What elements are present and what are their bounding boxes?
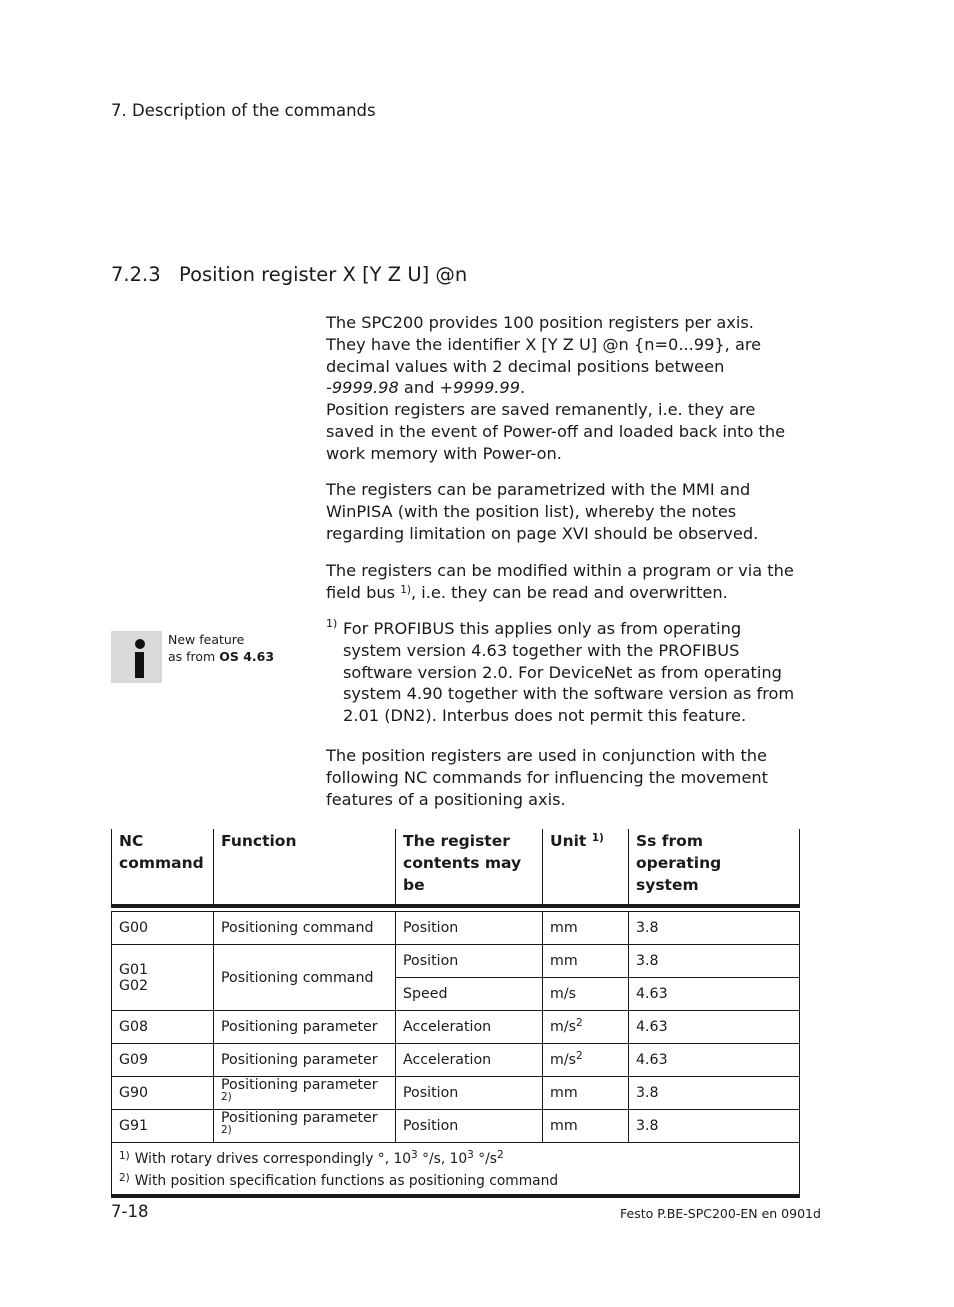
cell-unit: mm: [543, 912, 629, 945]
table-header-row: [112, 829, 800, 906]
cell-system: 4.63: [629, 1011, 800, 1044]
cell-function: Positioning parameter: [214, 1011, 396, 1044]
cell-system: 3.8: [629, 1077, 800, 1110]
cell-contents: Position: [396, 912, 543, 945]
modify-text: The registers can be modified within a program or via the field bus $^{1)}$, i.e. they can be read and overwritten.: [326, 561, 794, 602]
usage-text: The position registers are used in conjunction with the following NC commands for influencing the movement features of a positioning axis.: [326, 746, 769, 809]
cell-unit: mm: [543, 1110, 629, 1143]
table-row: [112, 1077, 800, 1110]
running-head: 7. Description of the commands: [111, 101, 376, 120]
cell-contents: Acceleration: [396, 1044, 543, 1077]
footnote: [326, 618, 796, 727]
intro-sentence: The SPC200 provides 100 position registers per axis.: [326, 313, 754, 332]
table-note-1: $^{1)}$ With rotary drives correspondingly °, $10^3$ °/s, $10^3$ $^\circ/s^2$: [119, 1149, 504, 1167]
header-unit: Unit $^{1)}$: [543, 829, 629, 906]
header-nc-command: NC command: [112, 829, 214, 906]
cell-unit: m/s: [543, 978, 629, 1011]
cell-cmd: G01 G02: [112, 945, 214, 1011]
identifier-sentence: They have the identifier X [Y Z U] @n {n=0...99}, are decimal values with 2 decimal positions between -9999.98 and +9999.99.: [326, 334, 762, 398]
info-note-line2: as from OS 4.63: [168, 649, 275, 664]
cell-system: 3.8: [629, 912, 800, 945]
cell-function: Positioning parameter $^{2)}$: [214, 1077, 396, 1110]
cell-cmd: G08: [112, 1011, 214, 1044]
cell-unit: $m/s^2$: [543, 1011, 629, 1044]
nc-command-table: [111, 829, 800, 1198]
cell-function: Positioning parameter $^{2)}$: [214, 1110, 396, 1143]
cell-contents: Position: [396, 945, 543, 978]
table-note-2: $^{2)}$ With position specification functions as positioning command: [119, 1172, 559, 1189]
info-note-line1: New feature: [168, 632, 245, 647]
parametrize-paragraph: [326, 479, 798, 544]
cell-function: Positioning command: [214, 912, 396, 945]
cell-unit: $m/s^2$: [543, 1044, 629, 1077]
range-high: +9999.99: [439, 378, 521, 398]
modify-paragraph: [326, 560, 798, 604]
header-function: Function: [214, 829, 396, 906]
parametrize-text: The registers can be parametrized with the MMI and WinPISA (with the position list), whereby the notes regarding limitation on page XVI should be observed.: [326, 480, 759, 543]
cell-contents: Position: [396, 1077, 543, 1110]
cell-cmd: G00: [112, 912, 214, 945]
cell-system: 3.8: [629, 945, 800, 978]
cell-unit: mm: [543, 1077, 629, 1110]
header-system: Ss from operating system: [629, 829, 800, 906]
cell-contents: Speed: [396, 978, 543, 1011]
footnote-mark: 1): [326, 617, 338, 630]
table-row: [112, 1044, 800, 1077]
cell-system: 4.63: [629, 1044, 800, 1077]
info-note: [168, 631, 274, 665]
cell-cmd: G09: [112, 1044, 214, 1077]
info-i-icon: [111, 631, 162, 683]
page-number: 7-18: [111, 1202, 149, 1221]
header-contents: The register contents may be: [396, 829, 543, 906]
cell-unit: mm: [543, 945, 629, 978]
cell-cmd: G91: [112, 1110, 214, 1143]
cell-cmd: G90: [112, 1077, 214, 1110]
cell-function: Positioning command: [214, 945, 396, 1011]
range-low: -9999.98: [326, 378, 399, 398]
cell-system: 4.63: [629, 978, 800, 1011]
usage-paragraph: [326, 745, 798, 810]
section-number: 7.2.3: [111, 263, 161, 286]
table-row: [112, 1110, 800, 1143]
section-title: Position register X [Y Z U] @n: [179, 263, 468, 286]
footnote-text: For PROFIBUS this applies only as from operating system version 4.63 together with the PROFIBUS software version 2.0. For DeviceNet as from operating system 4.90 together with the software version as from 2.01 (DN2). Interbus does not permit this feature.: [343, 619, 795, 726]
document-reference: Festo P.BE-SPC200-EN en 0901d: [620, 1206, 821, 1221]
section-heading: [111, 263, 467, 286]
cell-function: Positioning parameter: [214, 1044, 396, 1077]
table-notes: [112, 1143, 800, 1197]
cell-system: 3.8: [629, 1110, 800, 1143]
table-notes-row: [112, 1143, 800, 1197]
intro-paragraph: [326, 312, 798, 465]
table-row: [112, 912, 800, 945]
table-row: [112, 1011, 800, 1044]
cell-contents: Acceleration: [396, 1011, 543, 1044]
table-row: [112, 945, 800, 978]
footnote-ref: 1): [400, 583, 411, 596]
remanent-sentence: Position registers are saved remanently, i.e. they are saved in the event of Power-off and loaded back into the work memory with Power-on.: [326, 400, 786, 463]
cell-contents: Position: [396, 1110, 543, 1143]
